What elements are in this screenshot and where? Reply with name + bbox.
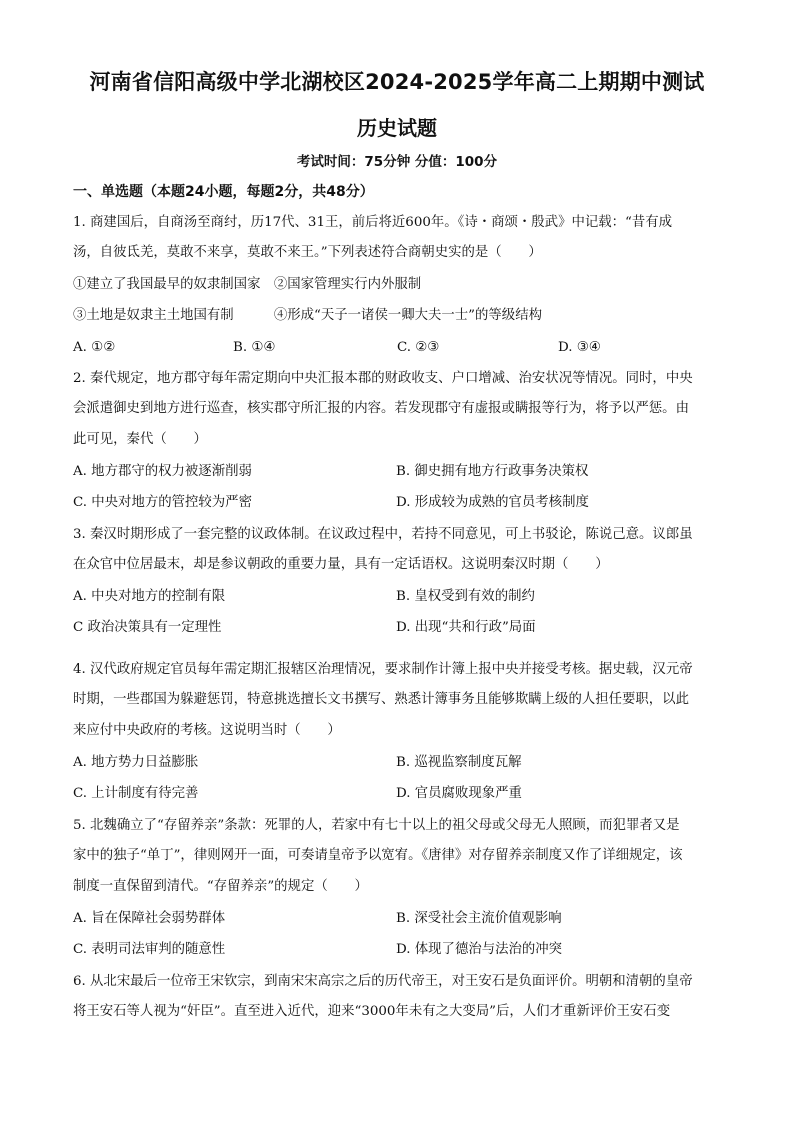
question-3-option-c: C 政治决策具有一定理性 (73, 620, 222, 635)
question-4-line-3: 来应付中央政府的考核。这说明当时（ ） (73, 723, 341, 738)
question-2-option-a: A. 地方郡守的权力被逐渐削弱 (73, 464, 252, 479)
question-4-line-1: 4. 汉代政府规定官员每年需定期汇报辖区治理情况，要求制作计簿上报中央并接受考核。据史载，汉元帝 (73, 662, 693, 677)
question-3-option-b: B. 皇权受到有效的制约 (396, 589, 535, 604)
question-2-line-1: 2. 秦代规定，地方郡守每年需定期向中央汇报本郡的财政收支、户口增减、治安状况等情况。同时，中央 (73, 371, 693, 386)
question-1-statement-1: ①建立了我国最早的奴隶制国家 ②国家管理实行内外服制 (73, 277, 422, 292)
question-3-option-a: A. 中央对地方的控制有限 (73, 589, 226, 604)
question-5-option-c: C. 表明司法审判的随意性 (73, 942, 226, 957)
question-2-option-d: D. 形成较为成熟的官员考核制度 (396, 495, 589, 510)
question-4-line-2: 时期，一些郡国为躲避惩罚，特意挑选擅长文书撰写、熟悉计簿事务且能够欺瞒上级的人担任要职，以此 (73, 692, 689, 707)
question-3-option-d: D. 出现“共和行政”局面 (396, 620, 536, 635)
question-4-option-d: D. 官员腐败现象严重 (396, 786, 522, 801)
question-1-line-1: 1. 商建国后，自商汤至商纣，历17代、31王，前后将近600年。《诗・商颂・殷武》中记载：“昔有成 (73, 215, 673, 230)
question-5-line-3: 制度一直保留到清代。“存留养亲”的规定（ ） (73, 879, 368, 894)
question-1-option-c: C. ②③ (397, 340, 440, 355)
question-1-option-b: B. ①④ (233, 340, 276, 355)
question-5-option-b: B. 深受社会主流价值观影响 (396, 911, 562, 926)
exam-title: 河南省信阳高级中学北湖校区2024-2025学年高二上期期中测试 (89, 70, 705, 94)
question-5-line-2: 家中的独子“单丁”，律则网开一面，可奏请皇帝予以宽宥。《唐律》对存留养亲制度又作了详细规定，该 (73, 848, 683, 863)
exam-meta: 考试时间：75分钟 分值：100分 (296, 154, 498, 170)
question-3-line-2: 在众官中位居最末，却是参议朝政的重要力量，具有一定话语权。这说明秦汉时期（ ） (73, 557, 609, 572)
question-6-line-1: 6. 从北宋最后一位帝王宋钦宗，到南宋宋高宗之后的历代帝王，对王安石是负面评价。明朝和清朝的皇帝 (73, 974, 693, 989)
section-heading: 一、单选题（本题24小题，每题2分，共48分） (73, 184, 374, 200)
question-2-line-2: 会派遣御史到地方进行巡查，核实郡守所汇报的内容。若发现郡守有虚报或瞒报等行为，将予以严惩。由 (73, 401, 689, 416)
question-4-option-a: A. 地方势力日益膨胀 (73, 755, 199, 770)
question-5-line-1: 5. 北魏确立了“存留养亲”条款：死罪的人，若家中有七十以上的祖父母或父母无人照顾，而犯罪者又是 (73, 818, 680, 833)
question-3-line-1: 3. 秦汉时期形成了一套完整的议政体制。在议政过程中，若持不同意见，可上书驳论，陈说己意。议郎虽 (73, 527, 693, 542)
question-1-option-a: A. ①② (73, 340, 116, 355)
question-1-statement-2: ③土地是奴隶主土地国有制 ④形成“天子一诸侯一卿大夫一士”的等级结构 (73, 308, 542, 323)
question-4-option-c: C. 上计制度有待完善 (73, 786, 199, 801)
question-6-line-2: 将王安石等人视为“奸臣”。直至进入近代，迎来“3000年未有之大变局”后，人们才重新评价王安石变 (73, 1004, 671, 1019)
question-2-option-c: C. 中央对地方的管控较为严密 (73, 495, 252, 510)
question-2-option-b: B. 御史拥有地方行政事务决策权 (396, 464, 589, 479)
question-1-option-d: D. ③④ (558, 340, 601, 355)
question-5-option-a: A. 旨在保障社会弱势群体 (73, 911, 226, 926)
question-5-option-d: D. 体现了德治与法治的冲突 (396, 942, 563, 957)
question-4-option-b: B. 巡视监察制度瓦解 (396, 755, 522, 770)
question-1-line-2: 汤，自彼氐羌，莫敢不来享，莫敢不来王。”下列表述符合商朝史实的是（ ） (73, 245, 542, 260)
question-2-line-3: 此可见，秦代（ ） (73, 432, 207, 447)
exam-subtitle: 历史试题 (357, 116, 437, 140)
